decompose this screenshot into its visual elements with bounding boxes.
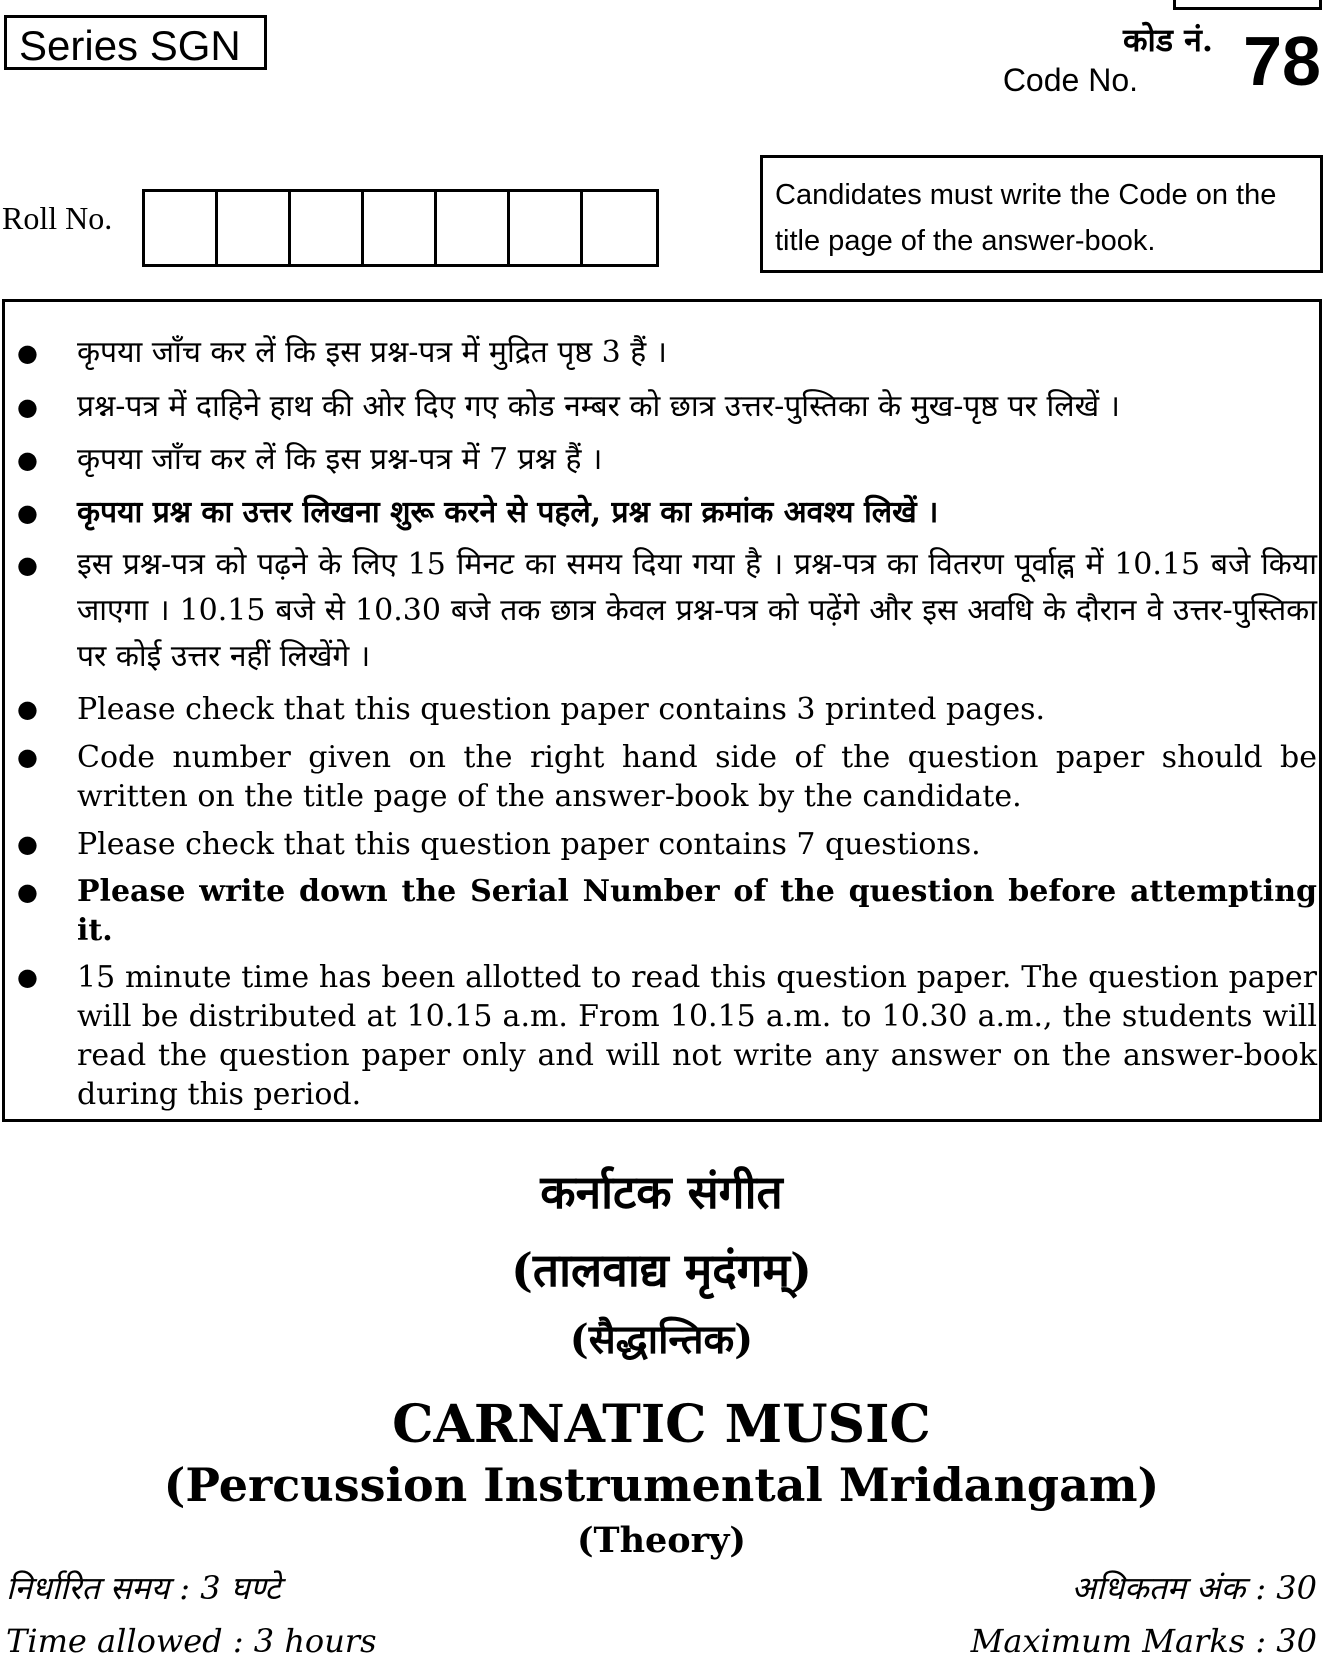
max-marks: Maximum Marks : 30 [970, 1622, 1317, 1660]
roll-cell[interactable] [291, 192, 364, 264]
instruction-item: ● 15 minute time has been allotted to read this question paper. The question paper will be distributed at 10.15 a.m. From 10.15 a.m. to 10.30 a.m., the students will read the question paper only and will not write any answer on the answer-book during this period. [17, 960, 1317, 1112]
instruction-item: ● कृपया जाँच कर लें कि इस प्रश्न-पत्र में मुद्रित पृष्ठ 3 हैं । [77, 330, 1317, 376]
top-box [1173, 0, 1322, 10]
instruction-item: ● प्रश्न-पत्र में दाहिने हाथ की ओर दिए गए कोड नम्बर को छात्र उत्तर-पुस्तिका के मुख-पृष्ठ पर लिखें । [77, 384, 1317, 430]
bullet-icon: ● [17, 963, 38, 991]
bullet-icon: ● [17, 877, 38, 906]
bullet-icon: ● [17, 446, 38, 474]
code-label-hindi: कोड नं. [1122, 21, 1213, 59]
roll-label: Roll No. [2, 200, 113, 236]
roll-cell[interactable] [364, 192, 437, 264]
roll-cell[interactable] [583, 192, 656, 264]
candidate-note-line: Candidates must write the Code on the [775, 179, 1277, 211]
title-english: CARNATIC MUSIC [392, 1394, 931, 1455]
subtitle-english: (Percussion Instrumental Mridangam) [163, 1458, 1160, 1512]
max-marks-hindi: अधिकतम अंक : 30 [1071, 1569, 1317, 1607]
instruction-item: ● कृपया जाँच कर लें कि इस प्रश्न-पत्र में 7 प्रश्न हैं । [77, 437, 1317, 483]
candidate-note [760, 155, 1323, 273]
bullet-icon: ● [17, 393, 38, 421]
paper-type-english: (Theory) [576, 1520, 746, 1561]
bullet-icon: ● [17, 695, 38, 723]
candidate-note-line: title page of the answer-book. [775, 225, 1156, 257]
time-allowed-hindi: निर्धारित समय : 3 घण्टे [6, 1569, 281, 1607]
roll-cell[interactable] [145, 192, 218, 264]
instruction-item: ● Please write down the Serial Number of the question before attempting it. [17, 874, 1317, 948]
subtitle-hindi: (तालवाद्य मृदंगम्) [511, 1243, 812, 1297]
instruction-item: ● Please check that this question paper contains 7 questions. [17, 827, 981, 862]
roll-cell[interactable] [218, 192, 291, 264]
bullet-icon: ● [17, 743, 38, 771]
code-label: Code No. [1002, 62, 1138, 98]
instruction-item: ● इस प्रश्न-पत्र को पढ़ने के लिए 15 मिनट का समय दिया गया है । प्रश्न-पत्र का वितरण पूर्वाह्न में 10.15 बजे किया जाएगा । 10.15 बजे से 10.30 बजे तक छात्र केवल प्रश्न-पत्र को पढ़ेंगे और इस अवधि के दौरान वे उत्तर-पुस्तिका पर कोई उत्तर नहीं लिखेंगे । [77, 542, 1317, 680]
code-number: 78 [1243, 22, 1321, 100]
bullet-icon: ● [17, 498, 38, 527]
title-hindi: कर्नाटक संगीत [540, 1165, 783, 1219]
bullet-icon: ● [17, 339, 38, 367]
series-label: Series SGN [4, 15, 267, 70]
instructions-box [2, 299, 1322, 1122]
paper-type-hindi: (सैद्धान्तिक) [569, 1316, 754, 1363]
time-allowed: Time allowed : 3 hours [6, 1622, 377, 1660]
instruction-item: ● कृपया प्रश्न का उत्तर लिखना शुरू करने से पहले, प्रश्न का क्रमांक अवश्य लिखें । [77, 490, 1317, 536]
roll-cell[interactable] [510, 192, 583, 264]
bullet-icon: ● [17, 830, 38, 858]
bullet-icon: ● [17, 551, 38, 579]
instruction-item: ● Code number given on the right hand side of the question paper should be written on the title page of the answer-book by the candidate. [17, 740, 1317, 814]
roll-cell[interactable] [437, 192, 510, 264]
roll-number-boxes[interactable] [142, 189, 659, 267]
instruction-item: ● Please check that this question paper contains 3 printed pages. [17, 692, 1046, 727]
